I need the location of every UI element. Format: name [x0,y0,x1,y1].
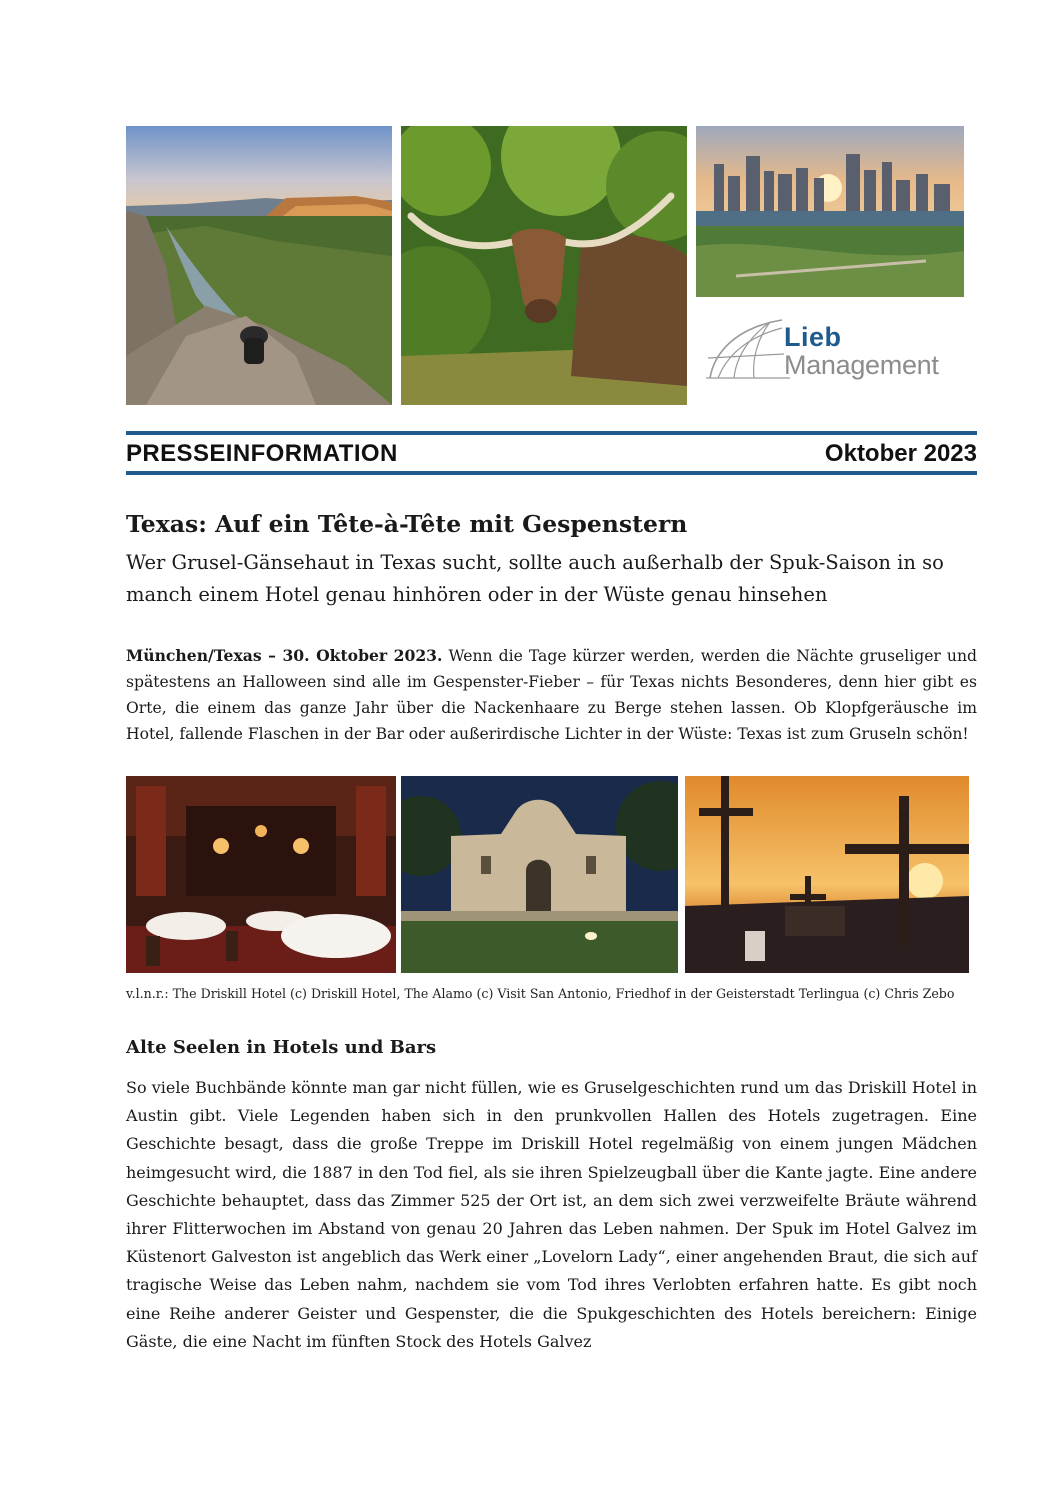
dateline: München/Texas – 30. Oktober 2023. [126,646,443,665]
alamo-photo [401,776,678,973]
driskill-bar-photo [126,776,396,973]
longhorn-photo [401,126,687,405]
logo-word-lieb: Lieb [784,322,842,352]
lieb-management-logo [700,312,965,392]
terlingua-cemetery-photo [685,776,969,973]
austin-skyline-photo [696,126,964,297]
page-subtitle: Wer Grusel-Gänsehaut in Texas sucht, sollte auch außerhalb der Spuk-Saison in so manch einem Hotel genau hinhören oder in der Wüste genau hinsehen [126,551,944,606]
header-rule-top [126,431,977,435]
header-rule-bottom [126,471,977,475]
logo-word-management: Management [784,350,939,380]
section-body: So viele Buchbände könnte man gar nicht füllen, wie es Gruselgeschichten rund um das Driskill Hotel in Austin gibt. Viele Legenden haben sich in den prunkvollen Hallen des Hotels zugetragen. Eine Geschichte besagt, dass die große Treppe im Driskill Hotel regelmäßig von einem jungen Mädchen heimgesucht wird, die 1887 in den Tod fiel, als sie ihren Spielzeugball über die Kante jagte. Eine andere Geschichte behauptet, dass das Zimmer 525 der Ort ist, an dem sich zwei verzweifelte Bräute während ihrer Flitterwochen im Abstand von genau 20 Jahren das Leben nahmen. Der Spuk im Hotel Galvez im Küstenort Galveston ist angeblich das Werk einer „Lovelorn Lady“, einer angehenden Braut, die sich auf tragische Weise das Leben nahm, nachdem sie vom Tod ihres Verlobten erfahren hatte. Es gibt noch eine Reihe anderer Geister und Gespenster, die die Spukgeschichten des Hotels bereichern: Einige Gäste, die eine Nacht im fünften Stock des Hotels Galvez [126,1078,977,1351]
canyon-river-photo [126,126,392,405]
intro-text: Wenn die Tage kürzer werden, werden die Nächte gruseliger und spätestens an Halloween sind alle im Gespenster-Fieber – für Texas nichts Besonderes, denn hier gibt es Orte, die einem das ganze Jahr über die Nackenhaare zu Berge stehen lassen. Ob Klopfgeräusche im Hotel, fallende Flaschen in der Bar oder außerirdische Lichter in der Wüste: Texas ist zum Gruseln schön! [126,647,977,743]
page-title: Texas: Auf ein Tête-à-Tête mit Gespenstern [126,510,688,538]
photo-caption: v.l.n.r.: The Driskill Hotel (c) Driskill Hotel, The Alamo (c) Visit San Antonio, Friedhof in der Geisterstadt Terlingua (c) Chris Zebo [126,986,955,1001]
press-info-date: Oktober 2023 [824,440,977,467]
globe-arc-icon [704,314,794,384]
section-heading: Alte Seelen in Hotels und Bars [126,1037,437,1058]
press-info-label: PRESSEINFORMATION [126,440,398,467]
intro-paragraph [126,643,977,747]
